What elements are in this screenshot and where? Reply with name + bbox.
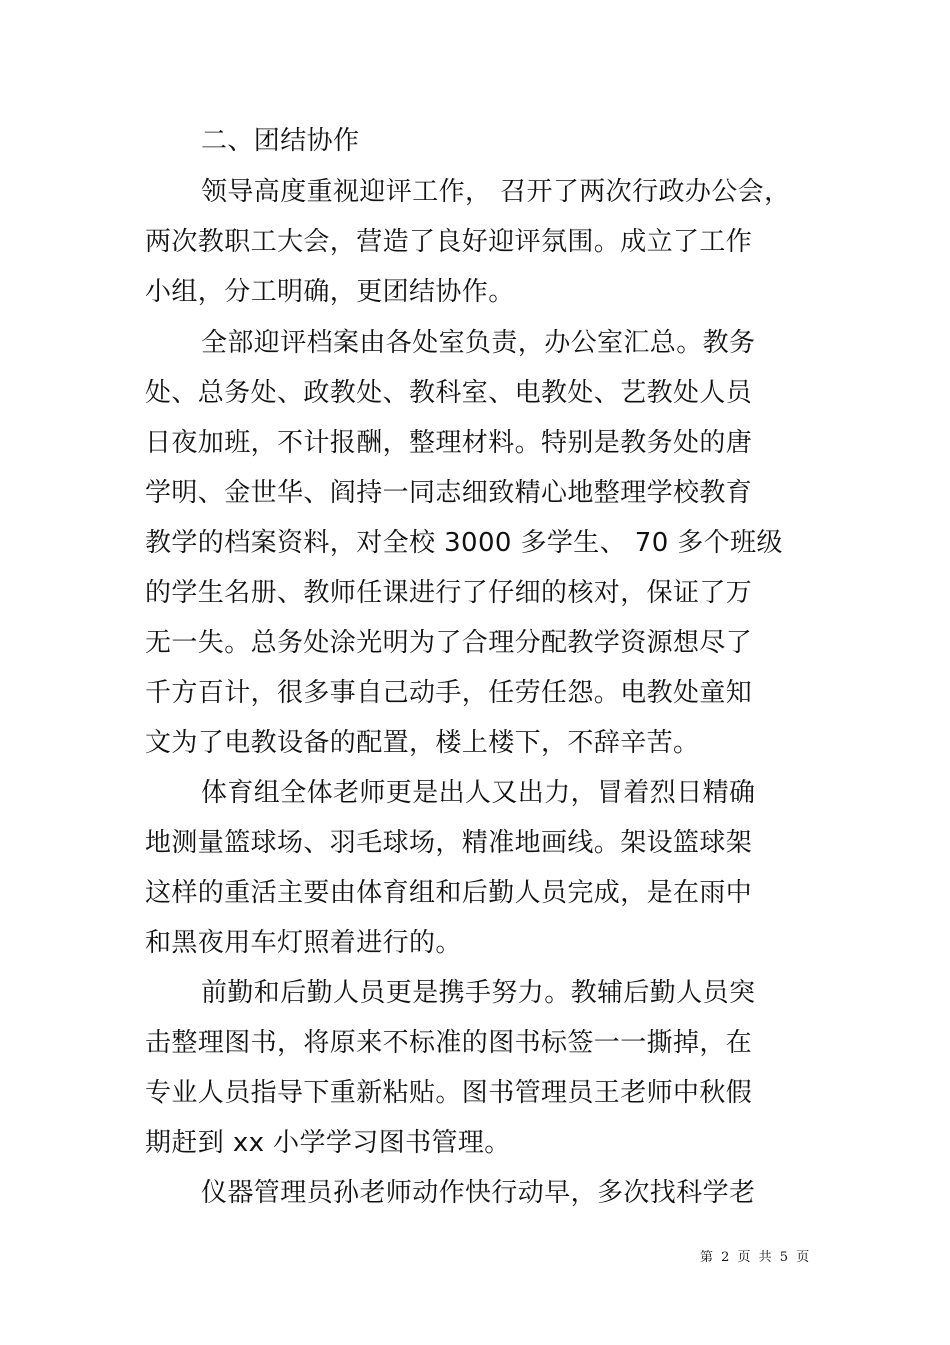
text-line: 的学生名册、教师任课进行了仔细的核对，保证了万 [145, 578, 753, 608]
text-line: 无一失。总务处涂光明为了合理分配教学资源想尽了 [145, 628, 753, 658]
text-line: 专业人员指导下重新粘贴。图书管理员王老师中秋假 [145, 1078, 753, 1108]
page-footer: 第 2 页 共 5 页 [700, 1250, 812, 1265]
section-heading: 二、团结协作 [201, 126, 360, 156]
text-line: 文为了电教设备的配置，楼上楼下，不辞辛苦。 [145, 728, 700, 758]
text-line: 小组，分工明确，更团结协作。 [145, 277, 515, 307]
text-line: 体育组全体老师更是出人又出力，冒着烈日精确 [201, 778, 756, 808]
text-line: 击整理图书，将原来不标准的图书标签一一撕掉，在 [145, 1028, 753, 1058]
text-line: 日夜加班，不计报酬，整理材料。特别是教务处的唐 [145, 428, 753, 458]
text-line: 全部迎评档案由各处室负责，办公室汇总。教务 [201, 328, 756, 358]
text-line: 教学的档案资料，对全校 3000 多学生、 70 多个班级 [145, 528, 783, 558]
text-line: 地测量篮球场、羽毛球场，精准地画线。架设篮球架 [145, 828, 753, 858]
text-line: 期赶到 xx 小学学习图书管理。 [145, 1128, 511, 1158]
text-line: 和黑夜用车灯照着进行的。 [145, 928, 462, 958]
text-line: 千方百计，很多事自己动手，任劳任怨。电教处童知 [145, 678, 753, 708]
text-line: 学明、金世华、阎持一同志细致精心地整理学校教育 [145, 478, 753, 508]
text-line: 处、总务处、政教处、教科室、电教处、艺教处人员 [145, 378, 753, 408]
text-line: 这样的重活主要由体育组和后勤人员完成，是在雨中 [145, 878, 753, 908]
text-line: 领导高度重视迎评工作， 召开了两次行政办公会， [201, 177, 791, 207]
text-line: 前勤和后勤人员更是携手努力。教辅后勤人员突 [201, 978, 756, 1008]
text-line: 两次教职工大会，营造了良好迎评氛围。成立了工作 [145, 227, 753, 257]
text-line: 仪器管理员孙老师动作快行动早，多次找科学老 [201, 1178, 756, 1208]
